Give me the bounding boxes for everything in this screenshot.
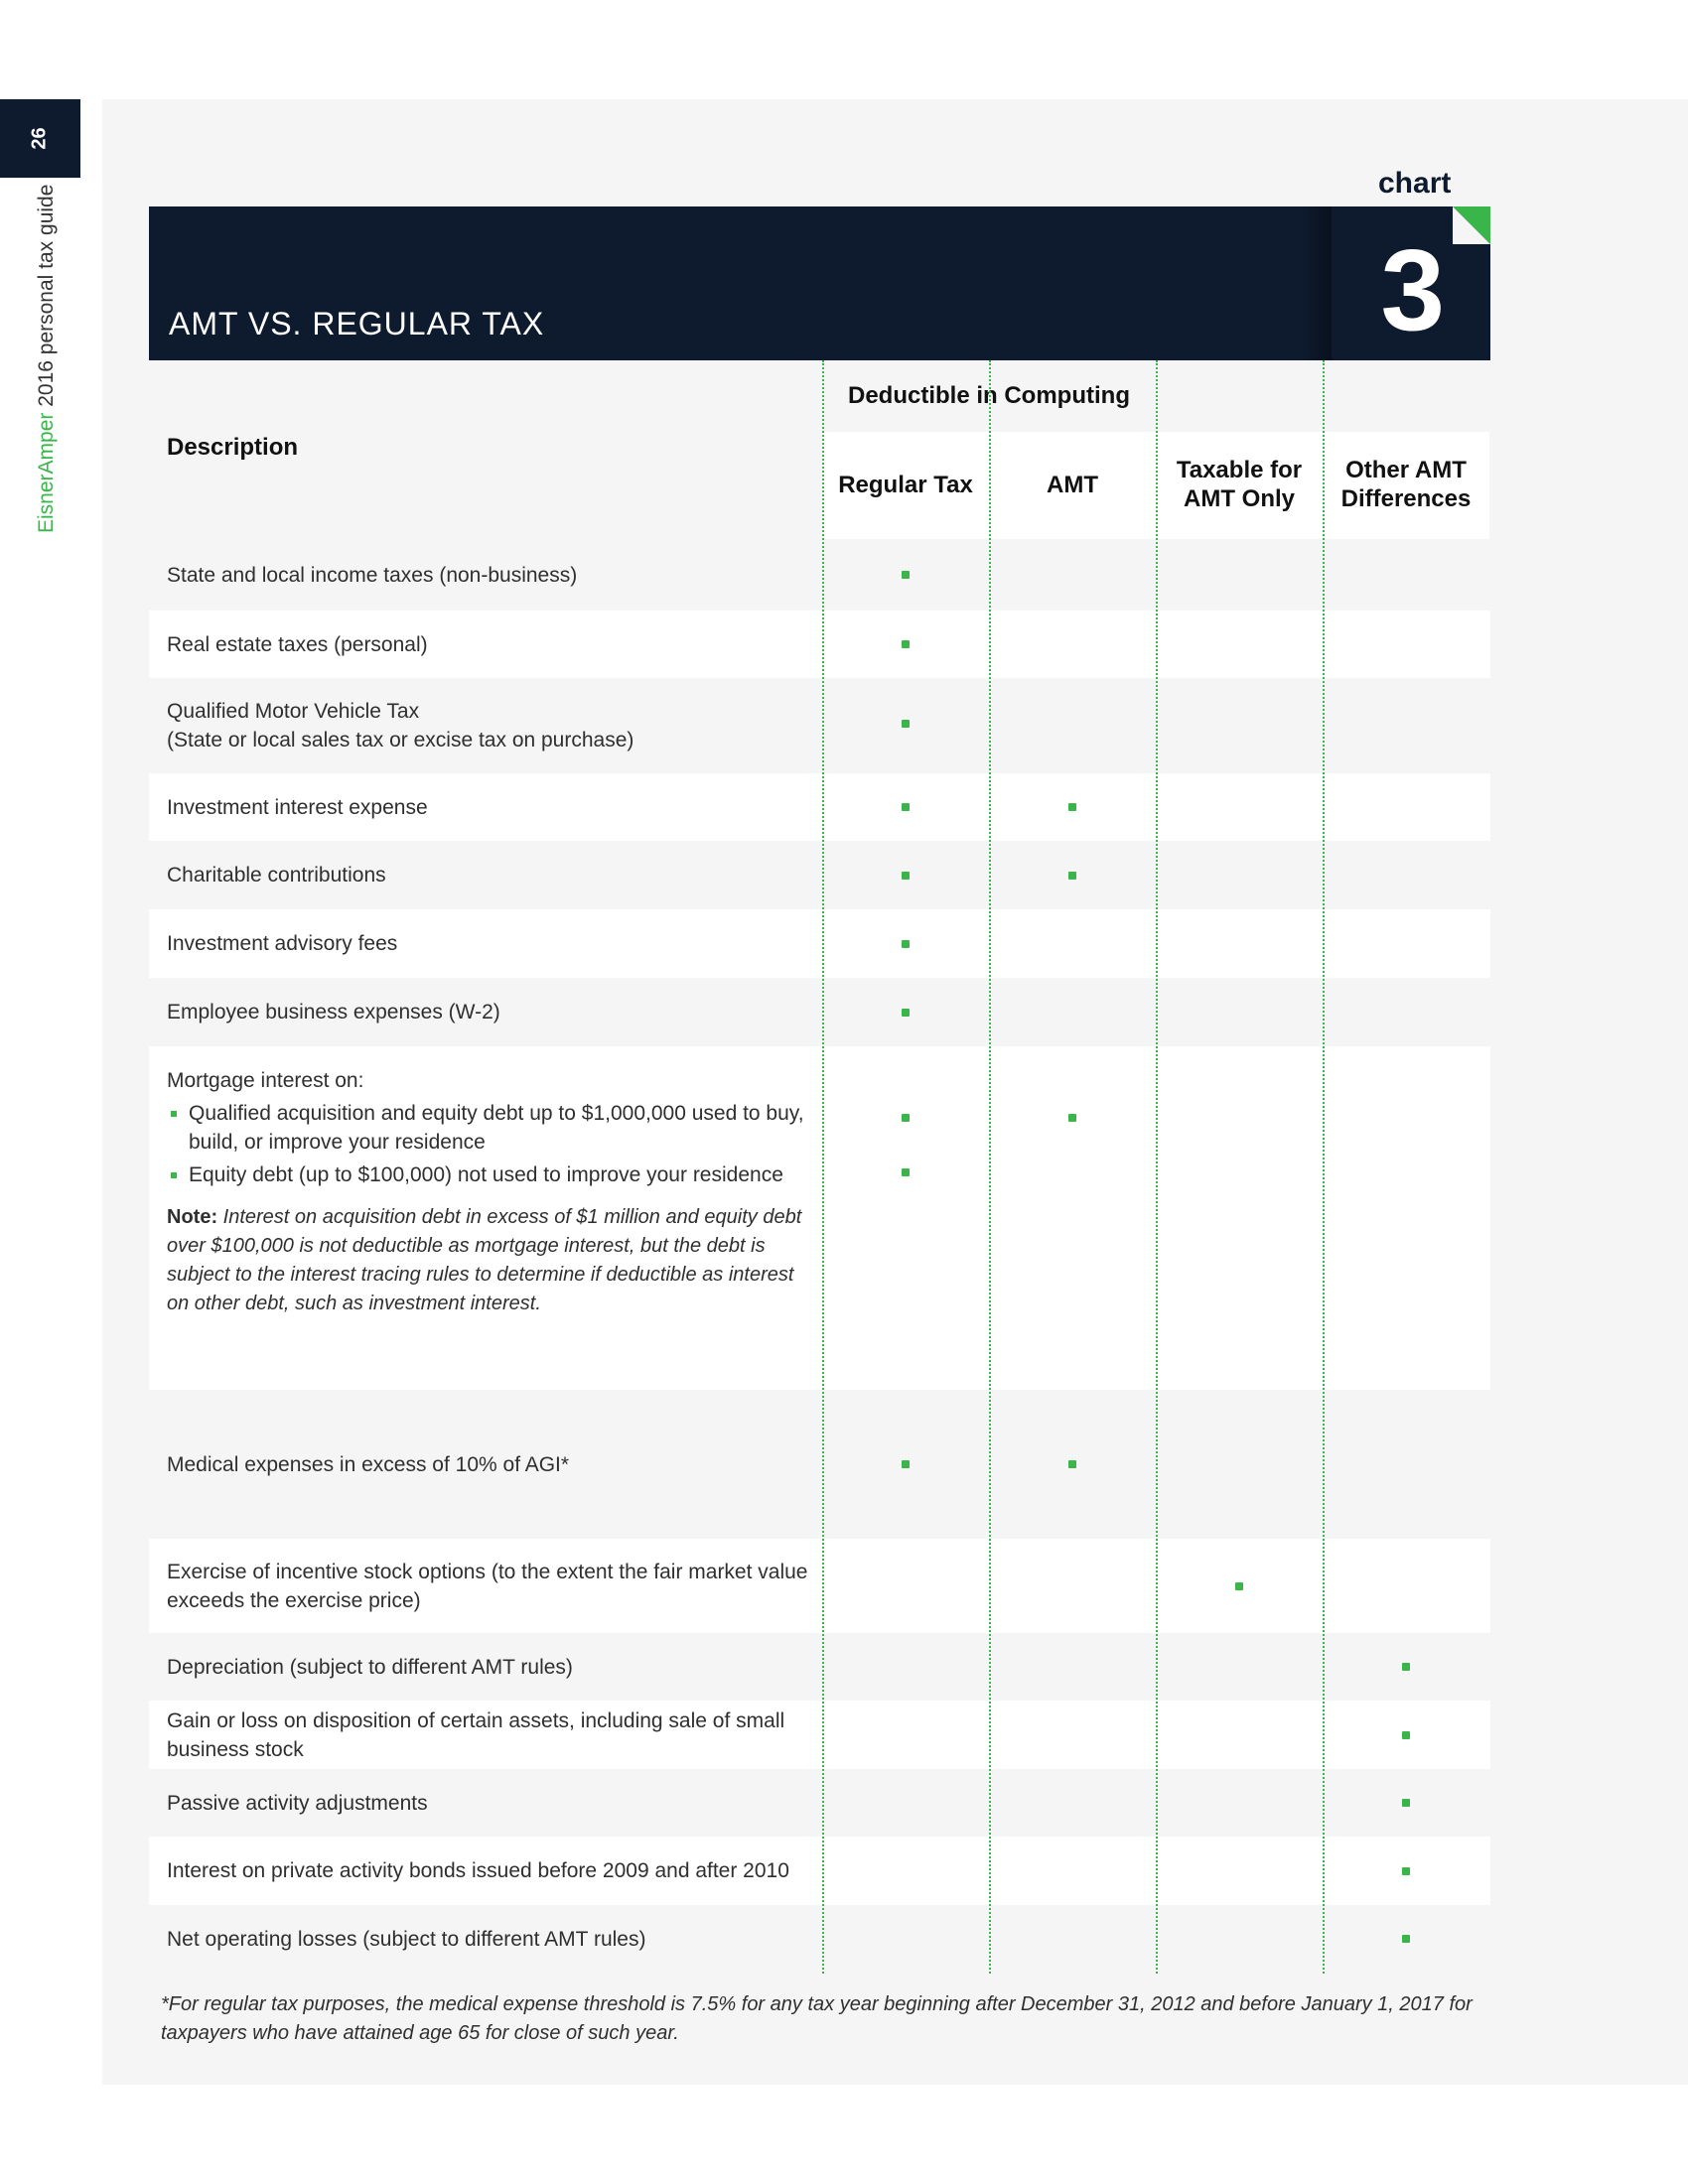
mark-cell <box>822 1633 989 1701</box>
check-dot-icon <box>1068 1114 1076 1122</box>
guide-title: 2016 personal tax guide <box>35 184 58 413</box>
mark-cell <box>822 978 989 1046</box>
column-divider <box>989 360 991 1974</box>
column-header-amt: AMT <box>989 432 1156 539</box>
check-dot-icon <box>1402 1867 1410 1875</box>
mark-cell <box>822 773 989 841</box>
table-row <box>149 978 1490 1046</box>
row-description: Real estate taxes (personal) <box>167 632 428 656</box>
mark-cell <box>822 1539 989 1633</box>
mark-cell <box>989 678 1156 773</box>
check-dot-icon <box>902 1460 910 1468</box>
check-dot-icon <box>902 571 910 579</box>
mark-cell <box>1323 1769 1489 1837</box>
mark-cell <box>822 841 989 909</box>
page-number: 26 <box>29 127 51 150</box>
check-dot-icon <box>902 872 910 880</box>
page-number-tab <box>0 99 80 178</box>
table-row <box>149 611 1490 678</box>
mark-cell <box>989 773 1156 841</box>
table-row <box>149 1390 1490 1539</box>
check-dot-icon <box>902 720 910 728</box>
mark-cell <box>989 1390 1156 1539</box>
bullet-item: Qualified acquisition and equity debt up to $1,000,000 used to buy, build, or improve your residence <box>167 1099 808 1157</box>
mark-cell <box>989 1905 1156 1973</box>
mark-cell <box>1323 841 1489 909</box>
bullet-icon <box>171 1111 177 1117</box>
table-header <box>149 360 1490 539</box>
mark-cell <box>989 611 1156 678</box>
table-row <box>149 539 1490 611</box>
mark-cell <box>1323 539 1489 611</box>
check-dot-icon <box>902 940 910 948</box>
table-row <box>149 678 1490 773</box>
amt-comparison-table <box>149 360 1490 1973</box>
mark-cell <box>989 978 1156 1046</box>
title-banner <box>149 206 1490 360</box>
mark-cell <box>822 678 989 773</box>
mark-cell <box>822 1701 989 1769</box>
mark-cell <box>1323 1539 1489 1633</box>
check-dot-icon <box>902 803 910 811</box>
table-row <box>149 841 1490 909</box>
check-dot-icon <box>902 1114 910 1122</box>
mark-cell <box>989 539 1156 611</box>
mark-cell <box>989 1769 1156 1837</box>
mark-cell <box>822 1769 989 1837</box>
mark-cell <box>822 539 989 611</box>
mark-cell <box>1156 1633 1323 1701</box>
column-divider <box>822 360 824 1974</box>
table-row <box>149 1046 1490 1390</box>
mark-cell <box>1323 1046 1489 1390</box>
table-row <box>149 1905 1490 1973</box>
mark-cell <box>1323 1633 1489 1701</box>
row-description: Qualified Motor Vehicle Tax (State or local sales tax or excise tax on purchase) <box>167 700 634 751</box>
row-description: Exercise of incentive stock options (to the extent the fair market value exceeds the exercise price) <box>167 1560 808 1612</box>
mark-cell <box>1156 1905 1323 1973</box>
mark-cell <box>822 611 989 678</box>
table-row <box>149 1837 1490 1905</box>
mark-cell <box>1156 841 1323 909</box>
check-dot-icon <box>902 640 910 648</box>
mark-cell <box>822 1837 989 1905</box>
mark-cell <box>1323 611 1489 678</box>
column-header-regular-tax: Regular Tax <box>822 432 989 539</box>
table-body <box>149 539 1490 1973</box>
mark-cell <box>1156 611 1323 678</box>
check-dot-icon <box>1402 1799 1410 1807</box>
row-note: Note: Interest on acquisition debt in excess of $1 million and equity debt over $100,000 is not deductible as mortgage interest, but the debt is subject to the interest tracing rules to determine if deductible as interest on other debt, such as investment interest. <box>167 1206 802 1314</box>
row-description: Depreciation (subject to different AMT rules) <box>167 1655 573 1679</box>
mark-cell <box>989 841 1156 909</box>
page-title: AMT VS. REGULAR TAX <box>169 306 545 341</box>
row-description: State and local income taxes (non-business) <box>167 563 578 587</box>
table-row <box>149 773 1490 841</box>
check-dot-icon <box>1402 1663 1410 1671</box>
row-description: Investment advisory fees <box>167 932 398 955</box>
column-header-taxable-amt-only: Taxable for AMT Only <box>1156 432 1323 539</box>
corner-triangle-icon <box>1453 206 1490 244</box>
row-description: Gain or loss on disposition of certain assets, including sale of small business stock <box>167 1708 785 1761</box>
mark-cell <box>1323 1837 1489 1905</box>
check-dot-icon <box>1068 1460 1076 1468</box>
row-description: Employee business expenses (W-2) <box>167 1001 500 1024</box>
mark-cell <box>1323 773 1489 841</box>
bullet-icon <box>171 1172 177 1178</box>
row-description: Interest on private activity bonds issued before 2009 and after 2010 <box>167 1859 789 1882</box>
bullet-item: Equity debt (up to $100,000) not used to improve your residence <box>167 1160 808 1189</box>
mark-cell <box>1156 1701 1323 1769</box>
mark-cell <box>822 1046 989 1390</box>
mark-cell <box>1323 1905 1489 1973</box>
mark-cell <box>822 1390 989 1539</box>
mark-cell <box>989 1539 1156 1633</box>
row-description: Medical expenses in excess of 10% of AGI* <box>167 1452 570 1476</box>
mark-cell <box>1323 909 1489 978</box>
mark-cell <box>1323 1701 1489 1769</box>
brand-name: EisnerAmper <box>35 412 58 533</box>
description-header: Description <box>167 434 299 461</box>
mark-cell <box>1156 909 1323 978</box>
row-description: Charitable contributions <box>167 864 386 887</box>
row-description: Net operating losses (subject to different AMT rules) <box>167 1927 646 1951</box>
mark-cell <box>1156 678 1323 773</box>
mark-cell <box>989 1837 1156 1905</box>
mark-cell <box>1156 978 1323 1046</box>
check-dot-icon <box>902 1009 910 1017</box>
table-row <box>149 909 1490 978</box>
mark-cell <box>1156 539 1323 611</box>
column-divider <box>1156 360 1158 1974</box>
row-description: Mortgage interest on: Qualified acquisition and equity debt up to $1,000,000 used to buy, build, or improve your residence Equity debt (up to $100,000) not used to improve your residence Note: Interest on acquisition debt in excess of $1 million and equity debt over $100,000 is not deductible as mortgage interest, but the debt is subject to the interest tracing rules to determine if deductible as interest on other debt, such as investment interest. <box>149 1046 822 1318</box>
mark-cell <box>1156 1390 1323 1539</box>
mark-cell <box>1156 1769 1323 1837</box>
check-dot-icon <box>902 1168 910 1176</box>
column-divider <box>1323 360 1325 1974</box>
mark-cell <box>989 909 1156 978</box>
table-row <box>149 1769 1490 1837</box>
check-dot-icon <box>1402 1935 1410 1943</box>
footnote: *For regular tax purposes, the medical expense threshold is 7.5% for any tax year beginning after December 31, 2012 and before January 1, 2017 for taxpayers who have attained age 65 for close of such year. <box>161 1993 1473 2044</box>
mark-cell <box>1323 678 1489 773</box>
group-header: Deductible in Computing <box>822 360 1156 432</box>
chart-number: 3 <box>1380 225 1445 354</box>
mark-cell <box>1156 1046 1323 1390</box>
mark-cell <box>989 1701 1156 1769</box>
chart-label: chart <box>1378 167 1452 200</box>
table-row <box>149 1701 1490 1769</box>
table-row <box>149 1539 1490 1633</box>
mark-cell <box>1323 978 1489 1046</box>
mark-cell <box>989 1046 1156 1390</box>
check-dot-icon <box>1235 1582 1243 1590</box>
column-header-other-amt: Other AMT Differences <box>1323 432 1489 539</box>
mark-cell <box>1323 1390 1489 1539</box>
check-dot-icon <box>1068 872 1076 880</box>
mark-cell <box>1156 773 1323 841</box>
mark-cell <box>989 1633 1156 1701</box>
check-dot-icon <box>1402 1731 1410 1739</box>
check-dot-icon <box>1068 803 1076 811</box>
row-description: Passive activity adjustments <box>167 1791 428 1815</box>
mark-cell <box>1156 1539 1323 1633</box>
mark-cell <box>822 1905 989 1973</box>
table-row <box>149 1633 1490 1701</box>
mark-cell <box>1156 1837 1323 1905</box>
mark-cell <box>822 909 989 978</box>
row-description: Investment interest expense <box>167 795 428 819</box>
